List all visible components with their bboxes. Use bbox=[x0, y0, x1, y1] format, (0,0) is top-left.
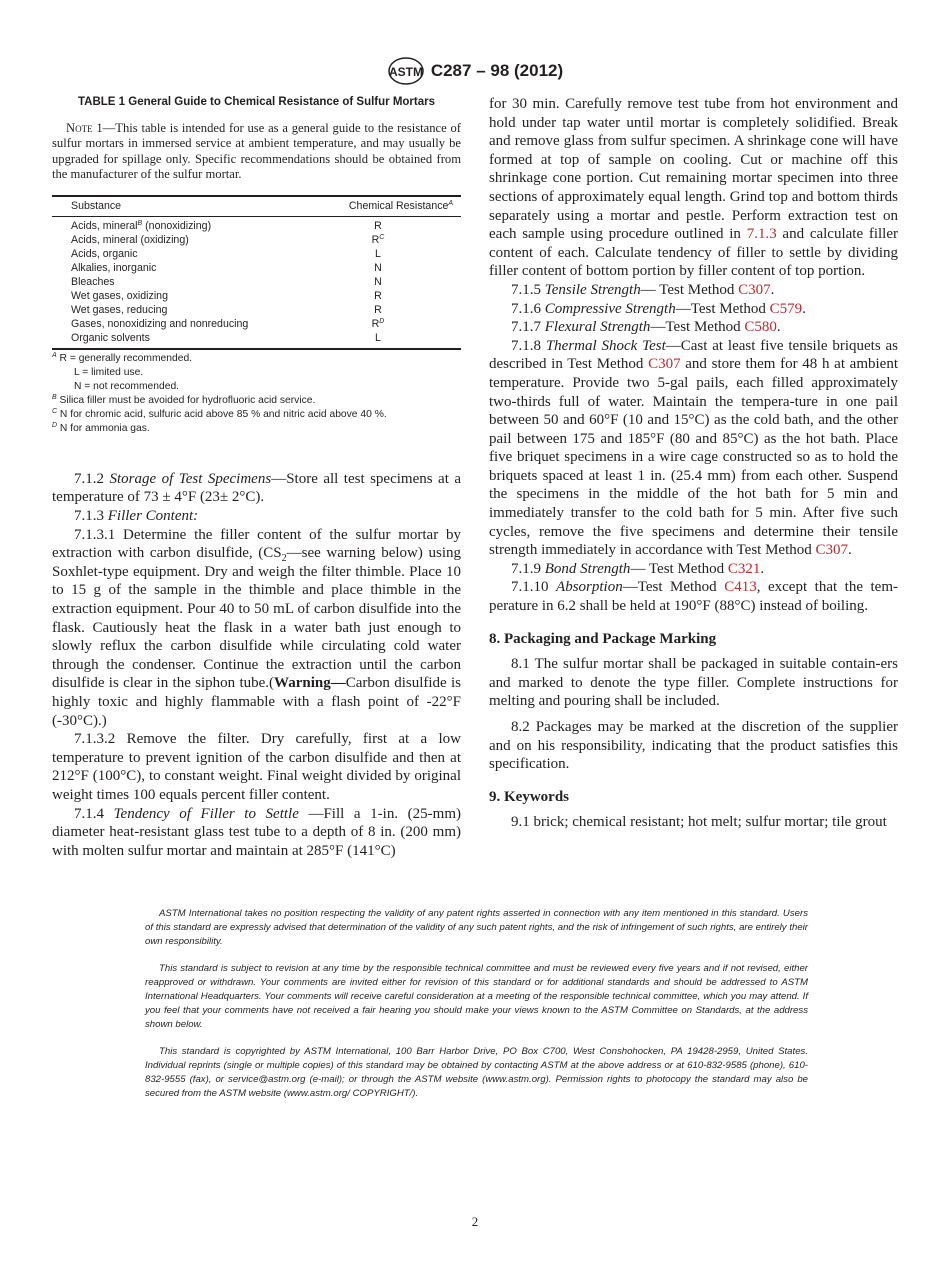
resistance-cell bbox=[341, 332, 461, 350]
italic-heading: Thermal Shock Test bbox=[545, 337, 666, 354]
substance-name: Bleaches bbox=[71, 275, 115, 288]
substance-cell bbox=[52, 217, 341, 234]
resistance-cell bbox=[341, 262, 461, 276]
column-header-substance: Substance bbox=[52, 196, 341, 217]
svg-text:ASTM: ASTM bbox=[388, 65, 423, 79]
text-run: — Test Method bbox=[630, 560, 728, 577]
substance-cell bbox=[52, 248, 341, 262]
substance-name: Acids, mineral bbox=[71, 220, 138, 233]
resistance-cell bbox=[341, 217, 461, 234]
text-run: 7.1.3.2 Remove the filter. Dry carefully, first at a low temperature to prevent ignition of the carbon disulfide and then at 212°F (100°C), to constant weight. Final weight divided by original weight times 100 equals percent filler content. bbox=[52, 731, 461, 803]
text-run: —Test Method bbox=[650, 319, 745, 336]
text-run: —Store all test specimens at a temperature of 73 ± 4°F (23± 2°C). bbox=[52, 470, 462, 506]
astm-logo-icon bbox=[387, 56, 425, 86]
footnote-text: Silica filler must be avoided for hydrofluoric acid service. bbox=[56, 395, 316, 407]
table-row bbox=[52, 318, 461, 332]
substance-cell bbox=[52, 276, 341, 290]
body-paragraph bbox=[52, 730, 461, 804]
footnote-mark: D bbox=[379, 317, 385, 325]
footnote-mark: C bbox=[52, 408, 58, 416]
copyright-notice: This standard is copyrighted by ASTM International, 100 Barr Harbor Drive, PO Box C700, West Conshohocken, PA 19428-2959, United States. Individual reprints (single or multiple copies) of this standard may be obtained by contacting ASTM at the above address or at 610-832-9585 (phone), 610-832-9555 (fax), or service@astm.org (e-mail); or through the ASTM website (www.astm.org). Permission rights to photocopy the standard may also be secured from the ASTM website (www.astm.org/ COPYRIGHT/). bbox=[145, 1046, 808, 1099]
footnote-text: N for chromic acid, sulfuric acid above 85 % and nitric acid above 40 %. bbox=[57, 409, 387, 421]
table-row bbox=[52, 304, 461, 318]
paragraph-8-1: 8.1 The sulfur mortar shall be packaged in suitable contain-ers and marked to denote the type filler. Complete instructions for melting and pouring shall be included. bbox=[489, 656, 898, 710]
footnote-text: L = limited use. bbox=[74, 367, 144, 379]
subscript: 2 bbox=[281, 553, 287, 565]
italic-heading: Tendency of Filler to Settle bbox=[113, 805, 299, 822]
reference-link[interactable]: 7.1.3 bbox=[746, 226, 777, 243]
body-paragraph bbox=[489, 560, 898, 579]
legal-notices bbox=[145, 907, 808, 1115]
table-row bbox=[52, 234, 461, 248]
substance-name: Wet gases, reducing bbox=[71, 303, 168, 316]
text-run: . bbox=[848, 542, 852, 559]
text-run: 7.1.5 bbox=[511, 281, 545, 298]
substance-name: Acids, organic bbox=[71, 248, 138, 261]
reference-link[interactable]: C413 bbox=[724, 579, 757, 596]
column-header-resistance: Chemical Resistance$^A$ bbox=[341, 196, 461, 217]
footnote-mark: D bbox=[52, 421, 58, 429]
page-number: 2 bbox=[471, 1214, 479, 1229]
footnote-text: N = not recommended. bbox=[74, 381, 180, 393]
table-footnote bbox=[52, 394, 461, 408]
italic-heading: Tensile Strength bbox=[544, 281, 641, 298]
body-paragraph bbox=[489, 300, 898, 319]
text-run: 7.1.7 bbox=[511, 319, 545, 336]
table-footnote bbox=[52, 380, 461, 394]
body-paragraph bbox=[52, 805, 461, 861]
body-paragraph bbox=[52, 507, 461, 526]
text-run: 7.1.9 bbox=[511, 560, 545, 577]
text-run: 7.1.4 bbox=[74, 805, 114, 822]
body-paragraph bbox=[489, 318, 898, 337]
footnote-mark: B bbox=[52, 394, 57, 402]
table-title: TABLE 1 General Guide to Chemical Resistance of Sulfur Mortars bbox=[77, 96, 435, 108]
resistance-value: N bbox=[374, 275, 382, 288]
table-footnote bbox=[52, 422, 461, 436]
text-run: —see warning below) using Soxhlet-type equipment. Dry and weigh the filter thimble. Place 10 to 15 g of the sample in the thimble and place thimble in the extraction equipment. Pour 40 to 50 mL of carbon disulfide into the flask. Cautiously heat the flask in a water bath just enough to slowly reflux the carbon disulfide while circulating cold water through the condenser. Continue the extraction until the carbon disulfide is clear in the siphon tube.( bbox=[52, 545, 461, 692]
substance-name: Wet gases, oxidizing bbox=[71, 289, 168, 302]
document-designation: C287 – 98 (2012) bbox=[430, 61, 564, 80]
resistance-value: N bbox=[374, 262, 382, 274]
table-row bbox=[52, 276, 461, 290]
text-run: . bbox=[802, 300, 806, 317]
resistance-value: L bbox=[375, 331, 381, 344]
table-row bbox=[52, 290, 461, 304]
italic-heading: Bond Strength bbox=[544, 560, 631, 577]
body-paragraph bbox=[489, 578, 898, 615]
text-run: for 30 min. Carefully remove test tube from hot environment and hold under tap water until mortar is completely solidified. Break and remove glass from sulfur specimen. A shrinkage cone will have formed at top of sample on cooling. Cut or machine off this shrinkage cone portion. Cut remaining mortar specimen into three sections of approximately equal length. Grind top and bottom thirds separately using a mortar and pestle. Perform extraction test on each sample using procedure outlined in bbox=[489, 96, 898, 243]
section-9-heading: 9. Keywords bbox=[489, 788, 569, 805]
resistance-cell bbox=[341, 304, 461, 318]
substance-name: Acids, mineral (oxidizing) bbox=[71, 234, 189, 247]
text-run: —Test Method bbox=[622, 579, 725, 596]
text-run: 7.1.10 bbox=[511, 579, 557, 596]
paragraph-9-1: 9.1 brick; chemical resistant; hot melt; sulfur mortar; tile grout bbox=[511, 814, 887, 831]
italic-heading: Flexural Strength bbox=[544, 319, 651, 336]
substance-cell bbox=[52, 332, 341, 350]
footnote-mark: B bbox=[137, 220, 143, 228]
resistance-value: R bbox=[374, 303, 382, 316]
italic-heading: Absorption bbox=[556, 579, 623, 596]
text-run: and calculate filler content of each. Calculate tendency of filler to settle by dividing filler content of bottom portion by filler content of top portion. bbox=[489, 226, 898, 280]
table-footnote bbox=[52, 352, 461, 366]
footnote-mark: A bbox=[52, 352, 57, 360]
patent-notice: ASTM International takes no position respecting the validity of any patent rights asserted in connection with any item mentioned in this standard. Users of this standard are expressly advised that determination of the validity of any such patent rights, and the risk of infringement of such rights, are entirely their own responsibility. bbox=[145, 908, 808, 947]
table-row bbox=[52, 262, 461, 276]
table-row bbox=[52, 332, 461, 350]
resistance-cell bbox=[341, 276, 461, 290]
resistance-cell bbox=[341, 318, 461, 332]
footnote-text: N for ammonia gas. bbox=[57, 422, 150, 434]
substance-qualifier: (nonoxidizing) bbox=[142, 220, 212, 233]
right-body-text bbox=[489, 95, 898, 616]
footnote-mark: C bbox=[379, 234, 385, 242]
reference-link[interactable]: C579 bbox=[769, 300, 803, 317]
text-run: . bbox=[760, 560, 765, 577]
right-column bbox=[489, 95, 898, 832]
substance-cell bbox=[52, 262, 341, 276]
table-footnotes bbox=[52, 352, 461, 435]
paragraph-8-2: 8.2 Packages may be marked at the discretion of the supplier and on his responsibility, indicating that the product satisfies this specification. bbox=[489, 719, 898, 773]
section-8-heading: 8. Packaging and Package Marking bbox=[489, 630, 717, 647]
revision-notice: This standard is subject to revision at any time by the responsible technical committee and must be reviewed every five years and if not revised, either reapproved or withdrawn. Your comments are invited either for revision of this standard or for additional standards and should be addressed to ASTM International Headquarters. Your comments will receive careful consideration at a meeting of the responsible technical committee, which you may attend. If you feel that your comments have not received a fair hearing you should make your views known to the ASTM Committee on Standards, at the address shown below. bbox=[145, 963, 808, 1030]
table-footnote bbox=[52, 366, 461, 380]
resistance-value: R bbox=[371, 234, 380, 247]
text-run: —Test Method bbox=[675, 300, 770, 317]
italic-heading: Storage of Test Specimens bbox=[109, 470, 272, 487]
text-run: 7.1.6 bbox=[511, 300, 545, 317]
substance-cell bbox=[52, 304, 341, 318]
substance-name: Organic solvents bbox=[71, 331, 150, 344]
body-paragraph bbox=[52, 470, 461, 507]
text-run: 7.1.2 bbox=[74, 470, 110, 487]
substance-cell bbox=[52, 318, 341, 332]
table-footnote bbox=[52, 408, 461, 422]
substance-name: Alkalies, inorganic bbox=[71, 262, 157, 274]
resistance-value: R bbox=[374, 220, 382, 233]
table-row bbox=[52, 248, 461, 262]
left-column bbox=[52, 95, 461, 860]
substance-cell bbox=[52, 290, 341, 304]
footnote-text: R = generally recommended. bbox=[56, 353, 193, 365]
substance-name: Gases, nonoxidizing and nonreducing bbox=[71, 317, 249, 330]
resistance-cell bbox=[341, 248, 461, 262]
table-note: Note 1—This table is intended for use as a general guide to the resistance of sulfur mortars in immersed service at ambient temperature, and may usually be upgraded for spillage only. Specific recommendations should be obtained from the manufacturer of the sulfur mortar. bbox=[52, 121, 461, 181]
text-run: . bbox=[776, 319, 781, 336]
text-run: —Cast at least five tensile briquets as described in Test Method bbox=[489, 337, 899, 373]
resistance-value: R bbox=[374, 289, 382, 302]
reference-link[interactable]: C321 bbox=[727, 560, 761, 577]
left-body-text bbox=[52, 470, 461, 860]
text-run: Carbon disulfide is highly toxic and highly flammable with a flash point of -22°F (-30°C).) bbox=[52, 675, 462, 729]
resistance-value: R bbox=[371, 317, 380, 330]
resistance-value: L bbox=[375, 248, 381, 261]
text-run: 7.1.3 bbox=[74, 508, 108, 525]
body-paragraph bbox=[489, 95, 898, 281]
resistance-cell bbox=[341, 234, 461, 248]
bold-warning: Warning— bbox=[274, 675, 346, 692]
italic-heading: Compressive Strength bbox=[544, 300, 676, 317]
italic-heading: Filler Content: bbox=[107, 508, 199, 525]
body-paragraph bbox=[489, 337, 898, 560]
reference-link[interactable]: C307 bbox=[815, 542, 849, 559]
reference-link[interactable]: C307 bbox=[738, 281, 771, 298]
body-paragraph bbox=[489, 281, 898, 300]
text-run: 7.1.3.1 Determine the filler content of the sulfur mortar by extraction with carbon disulfide, (CS bbox=[52, 526, 461, 562]
page-header bbox=[0, 56, 950, 91]
chemical-resistance-table bbox=[52, 195, 461, 351]
table-row bbox=[52, 217, 461, 234]
substance-cell bbox=[52, 234, 341, 248]
resistance-cell bbox=[341, 290, 461, 304]
reference-link[interactable]: C307 bbox=[648, 356, 681, 373]
text-run: . bbox=[770, 281, 775, 298]
text-run: , except that the tem-perature in 6.2 shall be held at 190°F (88°C) instead of boiling. bbox=[489, 579, 898, 615]
text-run: —Fill a 1-in. (25-mm) diameter heat-resistant glass test tube to a depth of 8 in. (200 mm) with molten sulfur mortar and maintain at 285°F (141°C) bbox=[52, 805, 461, 859]
body-paragraph bbox=[52, 526, 461, 731]
text-run: — Test Method bbox=[640, 281, 739, 298]
text-run: 7.1.8 bbox=[511, 337, 546, 354]
text-run: and store them for 48 h at ambient temperature. Provide two 5-gal pails, each filled approximately two-thirds full of water. Maintain the tempera-ture in one pail between 50 and 60°F (10 and 15°C) as the cold bath, and the other pail between 175 and 185°F (80 and 85°C) as the hot bath. Place five briquet specimens in a wire cage constructed so as to hold the briquets spaced at least 1 in. (25.4 mm) from each other. Suspend the specimens in the middle of the hot bath for 5 min and immediately transfer to the cold bath for 5 min. After five such cycles, remove the five specimens and determine their tensile strength immediately in accordance with Test Method bbox=[489, 356, 898, 559]
reference-link[interactable]: C580 bbox=[744, 319, 777, 336]
